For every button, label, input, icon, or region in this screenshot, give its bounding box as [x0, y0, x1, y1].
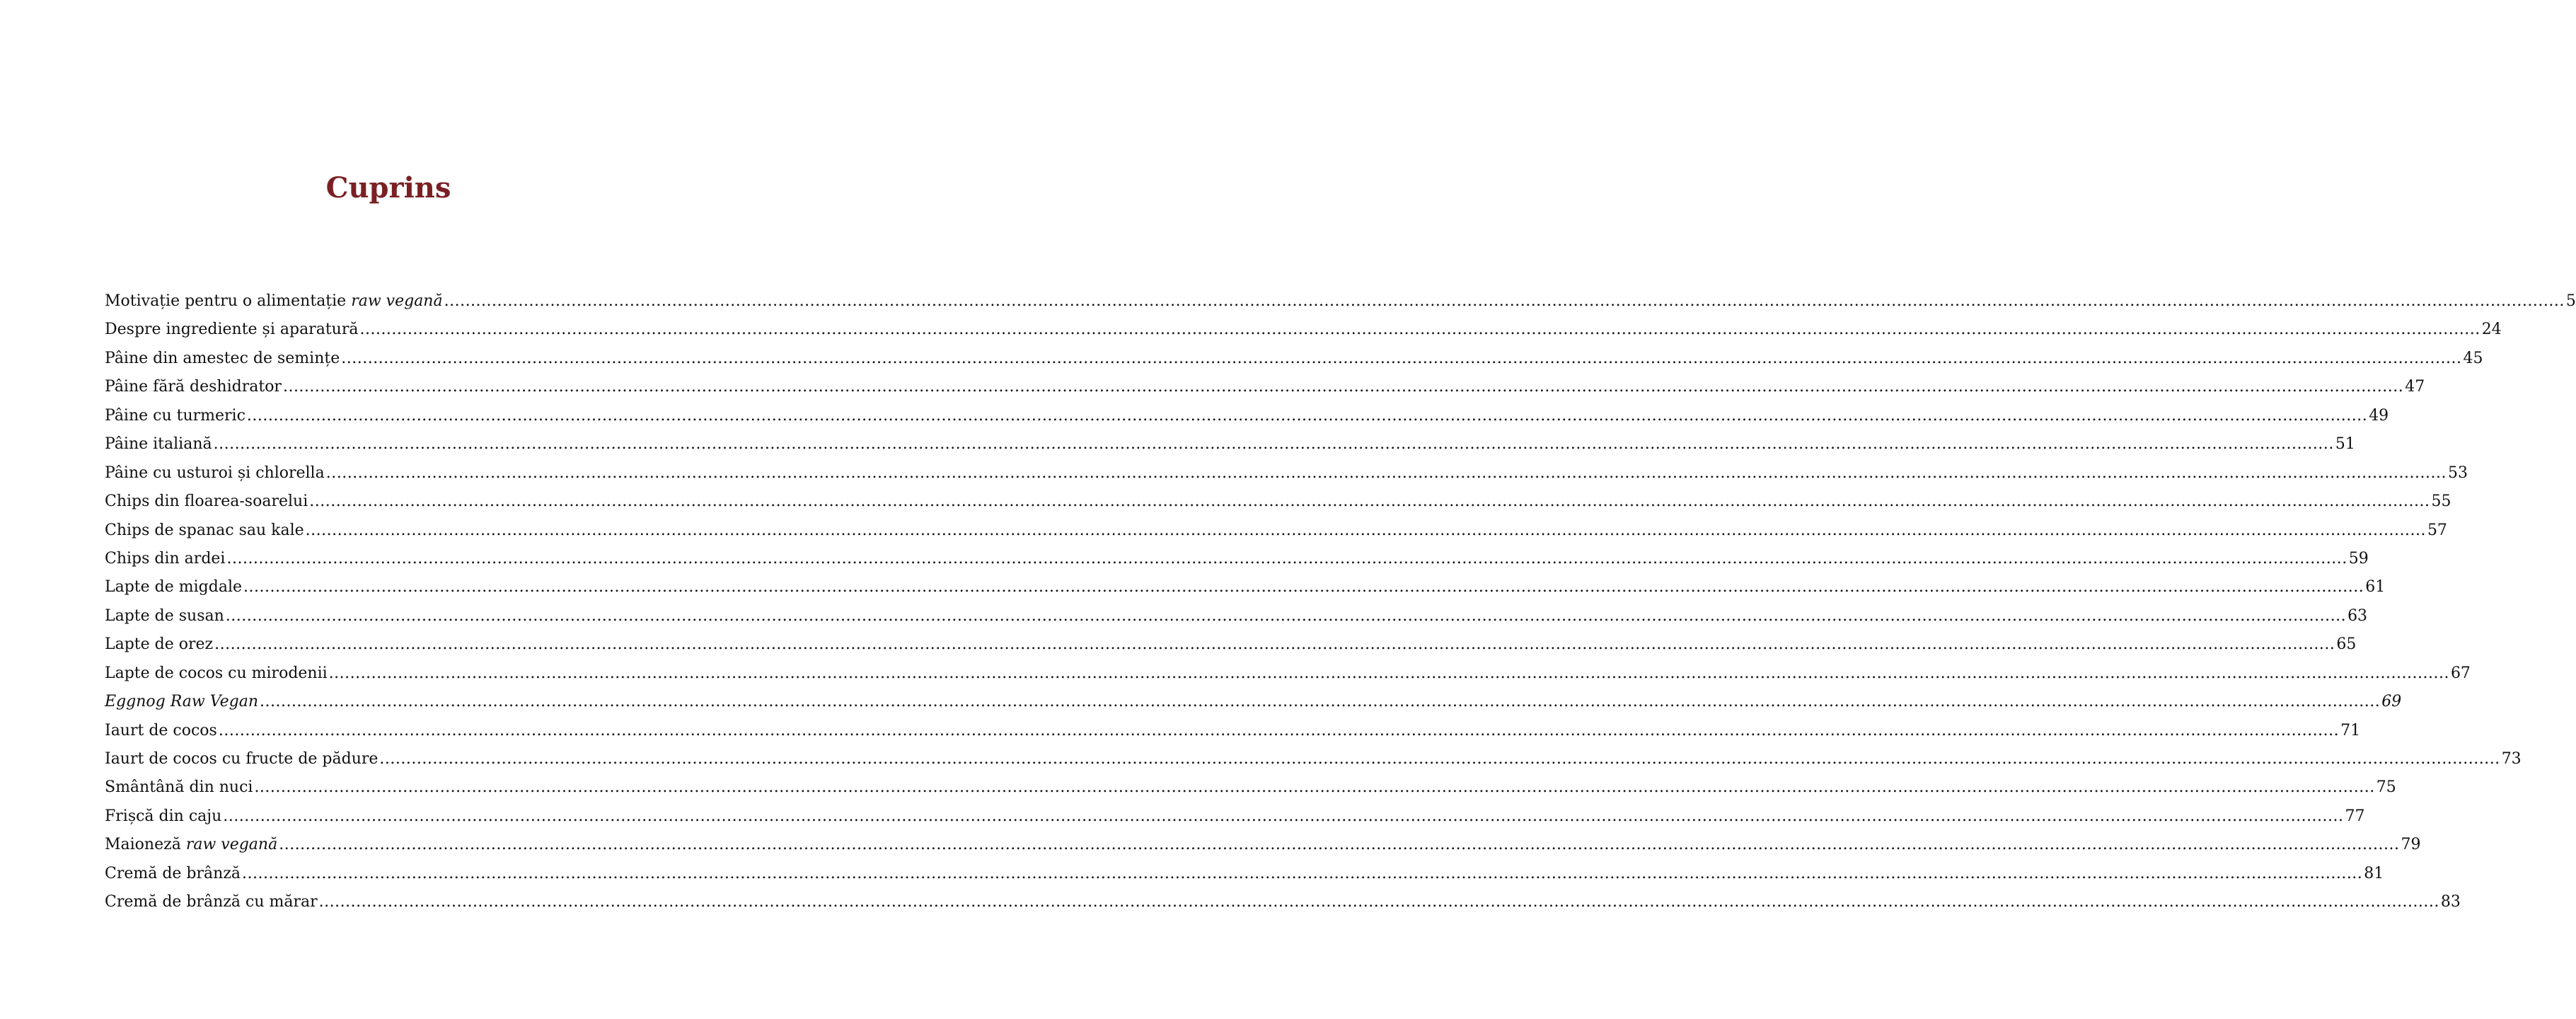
dot-leader: ................................................................................................................................................................................................................................................................................................................................................................................................................: [282, 378, 2404, 396]
toc-entry-title-part: Lapte de cocos cu mirodenii: [105, 664, 328, 682]
toc-entry-page-number: 55: [2431, 493, 2451, 511]
toc-entry-title: [105, 488, 308, 516]
toc-entry-title-part: Maioneză: [105, 836, 186, 854]
dot-leader: ................................................................................................................................................................................................................................................................................................................................................................................................................: [305, 521, 2426, 539]
toc-entry-title-part: Pâine cu usturoi și chlorella: [105, 464, 325, 482]
toc-entry-title-part: Lapte de orez: [105, 635, 214, 654]
page-title: Cuprins: [325, 171, 451, 205]
dot-leader: ................................................................................................................................................................................................................................................................................................................................................................................................................: [225, 606, 2347, 625]
toc-entry-title: [105, 860, 241, 888]
toc-entry: [105, 373, 2425, 401]
toc-entry-title: [105, 316, 358, 344]
toc-entry-title-part: Chips de spanac sau kale: [105, 521, 304, 539]
toc-entry: [105, 717, 2361, 745]
toc-entry-page-number: 73: [2501, 750, 2522, 768]
dot-leader: ................................................................................................................................................................................................................................................................................................................................................................................................................: [243, 578, 2364, 597]
toc-entry-title-part: Pâine fără deshidrator: [105, 378, 282, 396]
dot-leader: ................................................................................................................................................................................................................................................................................................................................................................................................................: [325, 464, 2447, 482]
toc-entry: [105, 316, 2502, 344]
toc-entry: [105, 573, 2386, 601]
toc-entry-title-part: Pâine cu turmeric: [105, 406, 246, 425]
toc-entry-title-part: Chips din ardei: [105, 549, 226, 568]
toc-entry: [105, 430, 2355, 459]
toc-entry-title-part: raw vegană: [351, 292, 443, 310]
toc-entry: [105, 287, 2576, 316]
toc-entry-page-number: 83: [2440, 893, 2461, 911]
toc-entry-title: [105, 773, 253, 802]
dot-leader: ................................................................................................................................................................................................................................................................................................................................................................................................................: [318, 893, 2439, 911]
toc-entry-page-number: 81: [2364, 864, 2384, 882]
toc-entry-title: [105, 660, 328, 688]
dot-leader: ................................................................................................................................................................................................................................................................................................................................................................................................................: [214, 635, 2335, 654]
toc-entry: [105, 660, 2471, 688]
toc-entry: [105, 517, 2447, 545]
toc-entry-page-number: 75: [2376, 778, 2396, 797]
toc-entry: [105, 802, 2365, 831]
dot-leader: ................................................................................................................................................................................................................................................................................................................................................................................................................: [218, 721, 2340, 739]
toc-entry-page-number: 45: [2463, 349, 2483, 367]
toc-entry-title-part: Cremă de brânză cu mărar: [105, 893, 318, 911]
toc-entry-title: [105, 602, 224, 631]
table-of-contents: [105, 287, 2576, 917]
toc-entry-page-number: 77: [2345, 807, 2365, 825]
toc-entry-title: [105, 888, 318, 916]
toc-entry-title-part: Lapte de migdale: [105, 578, 242, 597]
toc-entry: [105, 602, 2368, 631]
toc-entry-title-part: raw vegană: [185, 836, 278, 854]
dot-leader: ................................................................................................................................................................................................................................................................................................................................................................................................................: [279, 836, 2400, 854]
toc-entry: [105, 831, 2421, 859]
toc-entry-page-number: 63: [2347, 606, 2368, 625]
toc-entry-page-number: 71: [2340, 721, 2361, 739]
toc-entry-title: [105, 831, 277, 859]
dot-leader: ................................................................................................................................................................................................................................................................................................................................................................................................................: [359, 321, 2480, 339]
toc-entry: [105, 631, 2357, 659]
dot-leader: ................................................................................................................................................................................................................................................................................................................................................................................................................: [259, 693, 2381, 711]
dot-leader: ................................................................................................................................................................................................................................................................................................................................................................................................................: [341, 349, 2462, 367]
toc-entry-page-number: 79: [2401, 836, 2421, 854]
toc-entry-title-part: Eggnog Raw Vegan: [105, 693, 258, 711]
dot-leader: ................................................................................................................................................................................................................................................................................................................................................................................................................: [226, 549, 2347, 568]
toc-entry-title: [105, 802, 221, 831]
dot-leader: ................................................................................................................................................................................................................................................................................................................................................................................................................: [246, 406, 2368, 425]
toc-entry-title: [105, 573, 242, 601]
toc-entry-page-number: 49: [2369, 406, 2389, 425]
toc-entry-title: [105, 345, 340, 373]
dot-leader: ................................................................................................................................................................................................................................................................................................................................................................................................................: [328, 664, 2449, 682]
toc-entry-page-number: 57: [2427, 521, 2447, 539]
toc-entry: [105, 402, 2389, 430]
dot-leader: ................................................................................................................................................................................................................................................................................................................................................................................................................: [379, 750, 2500, 768]
toc-entry-title: [105, 631, 213, 659]
toc-entry-page-number: 59: [2348, 549, 2369, 568]
toc-entry-page-number: 51: [2335, 435, 2355, 454]
toc-entry-page-number: 24: [2481, 321, 2502, 339]
toc-entry-page-number: 53: [2447, 464, 2468, 482]
dot-leader: ................................................................................................................................................................................................................................................................................................................................................................................................................: [254, 778, 2375, 797]
toc-entry-title-part: Chips din floarea-soarelui: [105, 493, 308, 511]
toc-entry-title: [105, 402, 246, 430]
toc-entry: [105, 888, 2461, 916]
toc-entry-title-part: Iaurt de cocos: [105, 721, 217, 739]
toc-entry: [105, 488, 2451, 516]
toc-entry: [105, 459, 2468, 488]
toc-entry-title-part: Smântână din nuci: [105, 778, 253, 797]
toc-entry-title: [105, 745, 378, 773]
toc-entry-title: [105, 373, 282, 401]
toc-entry-page-number: 5: [2565, 292, 2576, 310]
toc-entry-title-part: Lapte de susan: [105, 606, 224, 625]
toc-entry-title-part: Motivație pentru o alimentație: [105, 292, 352, 310]
toc-entry-title: [105, 430, 212, 459]
toc-entry-title: [105, 688, 258, 716]
toc-entry-title: [105, 517, 304, 545]
toc-entry-title: [105, 545, 225, 573]
toc-entry: [105, 860, 2384, 888]
toc-entry-title: [105, 717, 217, 745]
toc-entry-title: [105, 459, 325, 488]
dot-leader: ................................................................................................................................................................................................................................................................................................................................................................................................................: [223, 807, 2344, 825]
toc-entry-title-part: Pâine din amestec de semințe: [105, 349, 340, 367]
toc-entry-page-number: 67: [2450, 664, 2471, 682]
toc-entry: [105, 773, 2396, 802]
toc-entry: [105, 688, 2402, 716]
toc-entry-page-number: 69: [2381, 693, 2402, 711]
toc-entry: [105, 745, 2522, 773]
dot-leader: ................................................................................................................................................................................................................................................................................................................................................................................................................: [309, 493, 2430, 511]
toc-entry-page-number: 65: [2336, 635, 2357, 654]
dot-leader: ................................................................................................................................................................................................................................................................................................................................................................................................................: [242, 864, 2363, 882]
toc-entry-title-part: Cremă de brânză: [105, 864, 241, 882]
toc-entry-title-part: Frișcă din caju: [105, 807, 222, 825]
toc-entry-title-part: Despre ingrediente și aparatură: [105, 321, 359, 339]
toc-entry: [105, 345, 2483, 373]
toc-entry-page-number: 61: [2365, 578, 2386, 597]
toc-entry: [105, 545, 2369, 573]
toc-entry-title: [105, 287, 443, 316]
toc-entry-title-part: Iaurt de cocos cu fructe de pădure: [105, 750, 379, 768]
toc-entry-title-part: Pâine italiană: [105, 435, 212, 454]
toc-entry-page-number: 47: [2405, 378, 2425, 396]
dot-leader: ................................................................................................................................................................................................................................................................................................................................................................................................................: [213, 435, 2334, 454]
dot-leader: ................................................................................................................................................................................................................................................................................................................................................................................................................: [444, 292, 2565, 310]
